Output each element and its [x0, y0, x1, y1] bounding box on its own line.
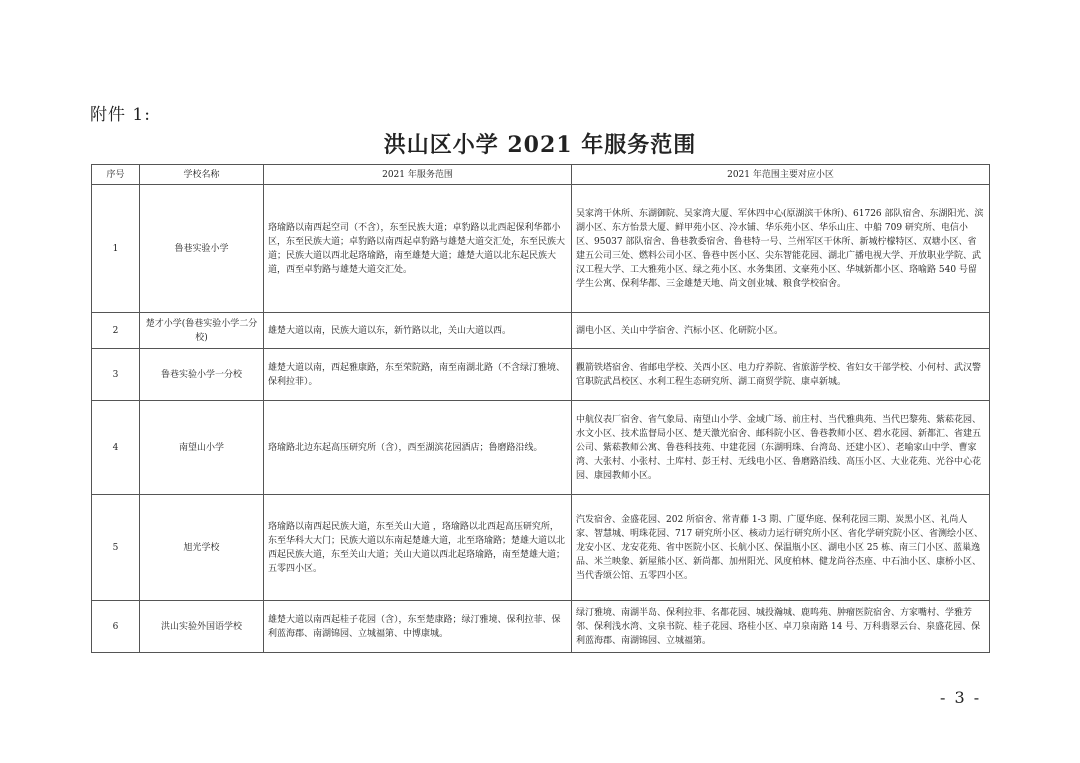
- communities: 湖电小区、关山中学宿舍、汽标小区、化研院小区。: [572, 313, 990, 349]
- table-row: [92, 313, 990, 349]
- table-row: [92, 601, 990, 653]
- communities: 中航仪表厂宿舍、省气象局、南望山小学、金域广场、前庄村、当代雅典苑、当代巴黎苑、紫菘花园、水文小区、技术监督局小区、楚天激光宿舍、邮科院小区、鲁巷教师小区、碧水花园、新都汇、省建五公司、紫菘教师公寓、鲁巷科技苑、中建花园（东湖明珠、台湾岛、还建小区）、老喻家山中学、曹家湾、大张村、小张村、土库村、彭王村、无线电小区、鲁磨路沿线、高压小区、大业花苑、光谷中心花园、康园教师小区。: [572, 401, 990, 495]
- row-number: 6: [92, 601, 140, 653]
- row-number: 2: [92, 313, 140, 349]
- school-name: 鲁巷实验小学一分校: [140, 349, 264, 401]
- communities: 吴家湾干休所、东湖御院、吴家湾大厦、军休四中心(原湖滨干休所)、61726 部队宿舍、东湖阳光、滨湖小区、东方怡景大厦、鲜甲苑小区、冷水铺、华乐苑小区、华乐山庄、中船 709 研究所、电信小区、95037 部队宿舍、鲁巷教委宿舍、鲁巷特一号、兰州军区干休所、新城柠檬特区、双塘小区、省建五公司三处、燃料公司小区、鲁巷中医小区、尖东智能花园、湖北广播电视大学、开放职业学院、武汉工程大学、工大雅苑小区、绿之苑小区、水务集团、文豪苑小区、华城新都小区、珞喻路 540 号留学生公寓、保利华都、三金雄楚天地、尚文创业城、粮食学校宿舍。: [572, 185, 990, 313]
- document-title: 洪山区小学 2021 年服务范围: [383, 132, 697, 158]
- school-name: 旭光学校: [140, 495, 264, 601]
- service-scope-table: [91, 164, 990, 653]
- attachment-label: 附件 1:: [90, 105, 151, 125]
- communities: 绿汀雅境、南湖半岛、保利拉菲、名都花园、城投瀚城、鹿鸣苑、肿瘤医院宿舍、方家嘴村、学雅芳邻、保利浅水湾、文泉书院、桂子花园、珞桂小区、卓刀泉南路 14 号、万科翡翠云台、泉盛花园、保利蓝海郡、南湖锦园、立城福第。: [572, 601, 990, 653]
- service-scope: 珞瑜路以南西起空司（不含），东至民族大道；卓豹路以北西起保利华都小区，东至民族大道；卓豹路以南西起卓豹路与雄楚大道交汇处，东至民族大道；民族大道以西北起珞瑜路，南至雄楚大道；雄楚大道以北东起民族大道，西至卓豹路与雄楚大道交汇处。: [264, 185, 572, 313]
- school-name: 楚才小学(鲁巷实验小学二分校): [140, 313, 264, 349]
- header-communities: 2021 年范围主要对应小区: [572, 165, 990, 185]
- table-row: [92, 185, 990, 313]
- communities: 觀箭铁塔宿舍、省邮电学校、关西小区、电力疗养院、省旅游学校、省妇女干部学校、小何村、武汉警官职院武昌校区、水利工程生态研究所、湖工商贸学院、康卓新城。: [572, 349, 990, 401]
- communities: 汽发宿舍、金盛花园、202 所宿舍、常青藤 1-3 期、广厦华庭、保利花园三期、炭黑小区、礼尚人家、智慧城、明珠花园、717 研究所小区、核动力运行研究所小区、省化学研究院小区、省测绘小区、龙安小区、龙安花苑、省中医院小区、长航小区、保温瓶小区、湖电小区 25 栋、南三门小区、蓝巢逸品、米兰映象、新屋熊小区、新尚都、加州阳光、风度柏林、健龙尚谷杰座、中石油小区、康桥小区、当代香颂公馆、五零四小区。: [572, 495, 990, 601]
- header-no: 序号: [92, 165, 140, 185]
- row-number: 4: [92, 401, 140, 495]
- service-scope: 雄楚大道以南，民族大道以东，新竹路以北，关山大道以西。: [264, 313, 572, 349]
- school-name: 南望山小学: [140, 401, 264, 495]
- row-number: 3: [92, 349, 140, 401]
- service-scope: 珞瑜路以南西起民族大道，东至关山大道 ，珞瑜路以北西起高压研究所，东至华科大大门；民族大道以东南起楚雄大道，北至珞瑜路；楚雄大道以北西起民族大道，东至关山大道；关山大道以西北起珞瑜路，南至楚雄大道；五零四小区。: [264, 495, 572, 601]
- header-school: 学校名称: [140, 165, 264, 185]
- school-name: 鲁巷实验小学: [140, 185, 264, 313]
- table-header-row: [92, 165, 990, 185]
- row-number: 5: [92, 495, 140, 601]
- page-number: - 3 -: [940, 688, 982, 707]
- school-name: 洪山实验外国语学校: [140, 601, 264, 653]
- service-scope: 雄楚大道以南西起桂子花园（含），东至楚康路；绿汀雅境、保利拉菲、保利蓝海郡、南湖锦园、立城福第、中博康城。: [264, 601, 572, 653]
- row-number: 1: [92, 185, 140, 313]
- service-scope: 雄楚大道以南，西起雅康路，东至荣院路，南至南湖北路（不含绿汀雅境、保利拉菲）。: [264, 349, 572, 401]
- table-row: [92, 349, 990, 401]
- table-row: [92, 401, 990, 495]
- table-row: [92, 495, 990, 601]
- service-scope: 珞瑜路北边东起高压研究所（含），西至湖滨花园酒店；鲁磨路沿线。: [264, 401, 572, 495]
- header-scope: 2021 年服务范围: [264, 165, 572, 185]
